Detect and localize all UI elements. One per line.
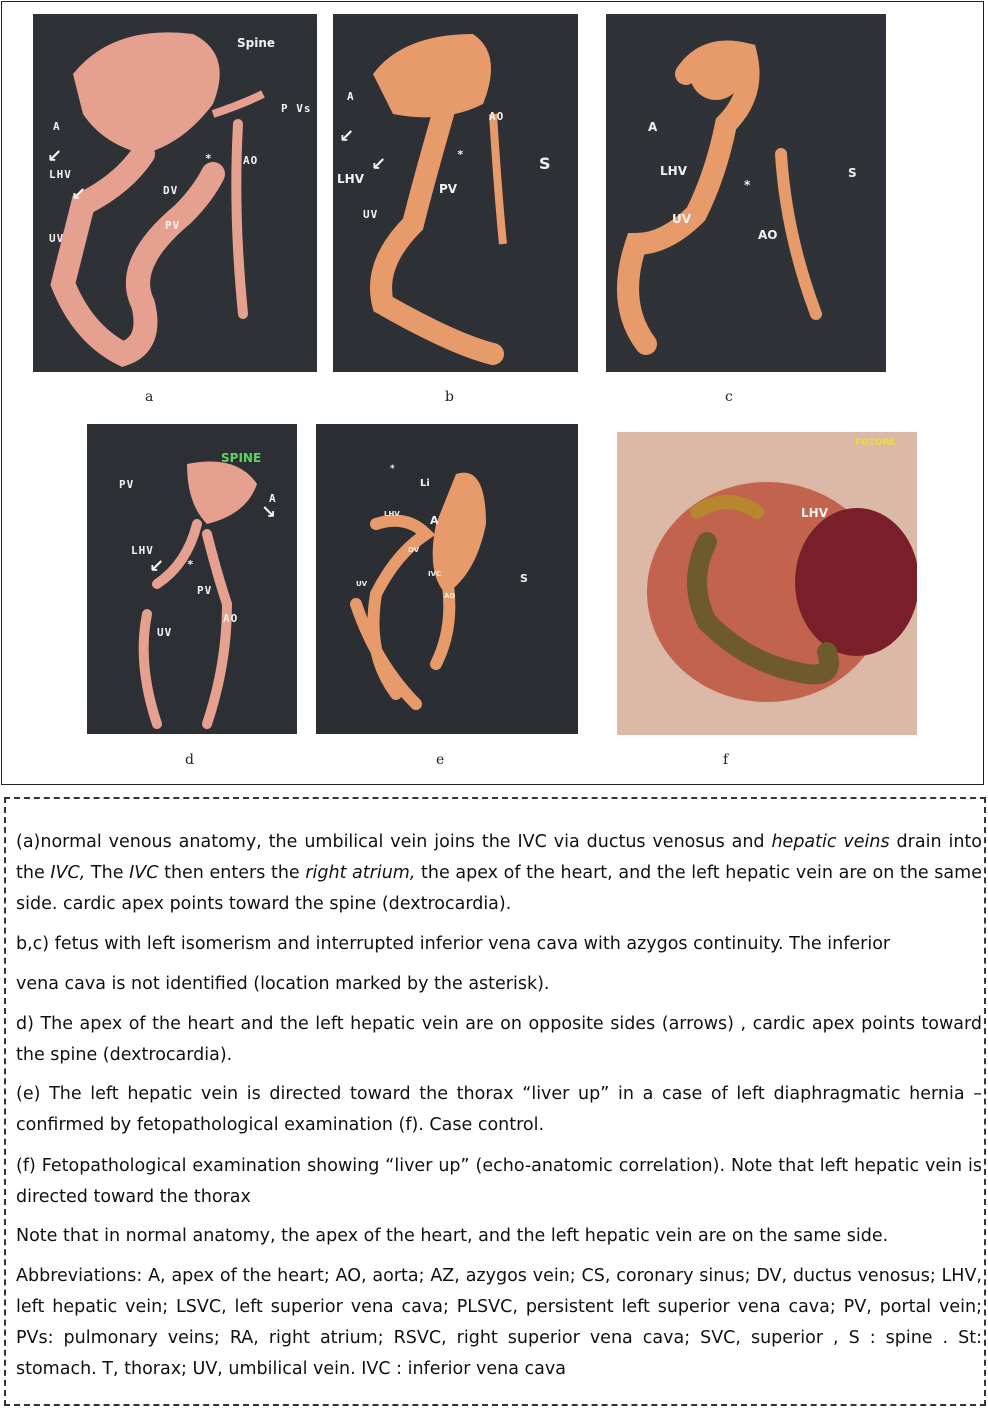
caption-paragraph-d: d) The apex of the heart and the left hepatic vein are on opposite sides (arrows) , cardic apex points toward the spine (dextrocardia). bbox=[16, 1014, 982, 1065]
caption-paragraph-bc-line2: vena cava is not identified (location marked by the asterisk). bbox=[16, 974, 550, 994]
panel-c-lhv-label: LHV bbox=[660, 164, 687, 178]
panel-f-stamp: FOTOPA bbox=[855, 438, 896, 448]
caption-paragraph-f: (f) Fetopathological examination showing “liver up” (echo-anatomic correlation). Note that left hepatic vein is directed toward the thorax bbox=[16, 1156, 982, 1207]
panel-e-s-label: S bbox=[520, 572, 528, 585]
panel-d-uv-label: UV bbox=[157, 626, 173, 639]
panel-e-ivc-label: IVC bbox=[428, 570, 442, 578]
panel-e-a-label: A bbox=[430, 514, 439, 527]
panel-e-ao-label: AO bbox=[444, 592, 456, 600]
caption-a-text-4: then enters the bbox=[158, 863, 306, 883]
caption-a-italic-2: IVC, bbox=[50, 863, 86, 883]
caption-paragraph-a bbox=[16, 827, 982, 920]
caption-paragraph-bc-line1: b,c) fetus with left isomerism and interrupted inferior vena cava with azygos continuity. The inferior bbox=[16, 934, 891, 954]
panel-a-arrow-icon: ↙ bbox=[47, 146, 63, 167]
panel-c-uv-label: UV bbox=[672, 212, 692, 226]
panel-e-uv-label: UV bbox=[356, 580, 368, 588]
panel-b-a-label: A bbox=[347, 90, 355, 103]
panel-b-image bbox=[333, 14, 578, 372]
caption-a-text-5: the apex of the heart, and the left hepatic vein are on the same side. cardic apex points toward the spine (dextrocardia). bbox=[16, 863, 982, 914]
panel-d-vessels bbox=[87, 424, 297, 734]
panel-b-uv-label: UV bbox=[363, 208, 379, 221]
panel-a-a-label: A bbox=[53, 120, 61, 133]
panel-e-asterisk: * bbox=[390, 464, 395, 474]
panel-a-spine-label: Spine bbox=[237, 36, 276, 50]
panel-b-pv-label: PV bbox=[439, 182, 458, 196]
panel-e-vessels bbox=[316, 424, 578, 734]
panel-a-asterisk: * bbox=[205, 152, 213, 165]
panel-c-a-label: A bbox=[648, 120, 658, 134]
panel-a-arrow-icon: ↙ bbox=[71, 184, 87, 205]
panel-d-pv-label: PV bbox=[197, 584, 213, 597]
panel-a-pv-label: PV bbox=[165, 219, 181, 232]
panel-a-dv-label: DV bbox=[163, 184, 179, 197]
panel-a-image bbox=[33, 14, 317, 372]
caption-a-italic-3: IVC bbox=[129, 863, 159, 883]
panel-a-ao-label: AO bbox=[243, 154, 259, 167]
panel-d-asterisk: * bbox=[187, 558, 195, 571]
panel-d-lhv-label: LHV bbox=[131, 544, 154, 557]
panel-b-ao-label: AO bbox=[489, 110, 505, 123]
panel-b-lhv-label: LHV bbox=[337, 172, 364, 186]
panel-c-s-label: S bbox=[848, 166, 857, 180]
panel-d-ao-label: AO bbox=[223, 612, 239, 625]
caption-a-italic-4: right atrium, bbox=[305, 863, 416, 883]
panel-a-pvs-label: P Vs bbox=[281, 102, 312, 115]
panel-e-li-label: Li bbox=[420, 478, 430, 489]
panel-f-lhv-label: LHV bbox=[801, 506, 828, 520]
caption-paragraph-e: (e) The left hepatic vein is directed toward the thorax “liver up” in a case of left diaphragmatic hernia – confirmed by fetopathological examination (f). Case control. bbox=[16, 1084, 982, 1135]
caption-a-text-2: drain into the bbox=[16, 832, 982, 883]
panel-c-vessels bbox=[606, 14, 886, 372]
panel-b-asterisk: * bbox=[457, 148, 465, 161]
caption-box bbox=[4, 797, 986, 1406]
panel-a-lhv-label: LHV bbox=[49, 168, 72, 181]
panel-c-image bbox=[606, 14, 886, 372]
panel-c-ao-label: AO bbox=[758, 228, 778, 242]
panel-d-spine-label: SPINE bbox=[221, 451, 262, 465]
panel-d-arrow-icon: ↙ bbox=[149, 556, 165, 577]
panel-f-label: f bbox=[723, 752, 729, 768]
panel-e-image bbox=[316, 424, 578, 734]
panel-b-label: b bbox=[445, 389, 454, 405]
panel-f-photo bbox=[617, 432, 917, 735]
panel-e-label: e bbox=[436, 752, 445, 768]
panel-f-specimen bbox=[617, 432, 917, 735]
caption-a-text-3: The bbox=[85, 863, 130, 883]
panel-b-arrow-icon: ↙ bbox=[339, 126, 355, 147]
caption-a-text-1: (a)normal venous anatomy, the umbilical vein joins the IVC via ductus venosus and bbox=[16, 832, 772, 852]
panel-d-a-label: A bbox=[269, 492, 277, 505]
panel-c-asterisk: * bbox=[744, 178, 751, 192]
panel-e-dv-label: DV bbox=[408, 546, 420, 554]
panel-d-image bbox=[87, 424, 297, 734]
panel-a-label: a bbox=[145, 389, 154, 405]
panel-d-pv-top-label: PV bbox=[119, 478, 135, 491]
panel-b-s-label: S bbox=[539, 154, 551, 173]
panel-d-label: d bbox=[185, 752, 194, 768]
caption-abbreviations: Abbreviations: A, apex of the heart; AO, aorta; AZ, azygos vein; CS, coronary sinus; DV, ductus venosus; LHV, left hepatic vein; LSVC, left superior vena cava; PLSVC, persistent left superior vena cava; PV, portal vein; PVs: pulmonary veins; RA, right atrium; RSVC, right superior vena cava; SVC, superior , S : spine . St: stomach. T, thorax; UV, umbilical vein. IVC : inferior vena cava bbox=[16, 1266, 982, 1379]
panel-c-label: c bbox=[725, 389, 733, 405]
panel-d-arrow-icon: ↘ bbox=[261, 502, 277, 523]
caption-a-italic-1: hepatic veins bbox=[771, 832, 890, 852]
caption-note: Note that in normal anatomy, the apex of the heart, and the left hepatic vein are on the same side. bbox=[16, 1226, 889, 1246]
panel-a-uv-label: UV bbox=[49, 232, 65, 245]
figure-frame bbox=[1, 1, 984, 785]
panel-b-arrow-icon: ↙ bbox=[371, 154, 387, 175]
panel-e-lhv-label: LHV bbox=[384, 510, 400, 518]
